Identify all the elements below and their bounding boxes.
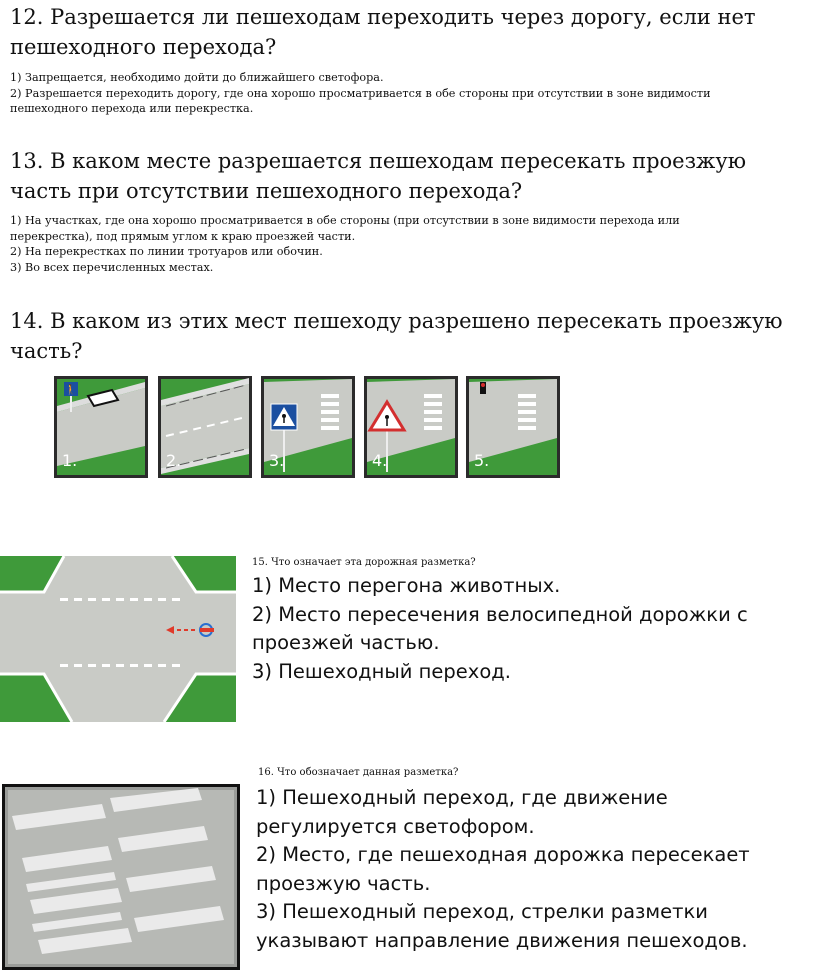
question-16-image	[2, 784, 240, 970]
answer-line: 1) Пешеходный переход, где движение	[256, 786, 668, 809]
answer-line: 2) Место, где пешеходная дорожка пересекает	[256, 843, 750, 867]
answer-line: 2) Разрешается переходить дорогу, где она хорошо просматривается в обе стороны при отсутствии в зоне видимости	[10, 86, 711, 100]
answer-line: 3) Пешеходный переход.	[252, 659, 511, 683]
answer-line: указывают направление движения пешеходов.	[256, 928, 748, 952]
question-13-title	[10, 146, 800, 206]
answer-line: проезжую часть.	[256, 871, 431, 895]
answer-line: 3) Во всех перечисленных местах.	[10, 260, 214, 274]
question-12-title	[10, 2, 800, 62]
answer-line: 1) Запрещается, необходимо дойти до ближайшего светофора.	[10, 71, 384, 84]
question-16-title: 16. Что обозначает данная разметка?	[258, 767, 459, 778]
answer-line: регулируется светофором.	[256, 814, 535, 838]
answer-line: проезжей частью.	[252, 631, 440, 655]
crossing-with-arrows-marking	[2, 784, 240, 970]
question-12-line-1: 12. Разрешается ли пешеходам переходить через дорогу, если нет	[10, 5, 756, 29]
answer-line: 2) Место пересечения велосипедной дорожки с	[252, 602, 748, 626]
question-15-image	[0, 556, 236, 722]
question-16-answers	[256, 784, 750, 956]
cycle-crossing-marking	[0, 556, 236, 722]
option-label-5: 5.	[474, 451, 490, 470]
option-label-1: 1.	[62, 451, 78, 470]
question-12-line-2: пешеходного перехода?	[10, 35, 277, 59]
option-image-3	[261, 376, 355, 478]
answer-line: перекрестка), под прямым углом к краю проезжей части.	[10, 229, 356, 243]
answer-line: пешеходного перехода или перекрестка.	[10, 102, 254, 116]
option-label-3: 3.	[269, 451, 285, 470]
option-image-4	[364, 376, 458, 478]
answer-line: 3) Пешеходный переход, стрелки разметки	[256, 900, 708, 924]
svg-text:🚶: 🚶	[64, 385, 78, 396]
answer-line: 1) На участках, где она хорошо просматривается в обе стороны (при отсутствии в зоне видимости перехода или	[10, 214, 680, 227]
option-label-2: 2.	[166, 451, 182, 470]
question-14-title	[10, 306, 800, 366]
question-12-answers	[10, 70, 800, 117]
option-image-5	[466, 376, 560, 478]
answer-line: 1) Место перегона животных.	[252, 574, 561, 597]
option-label-4: 4.	[372, 451, 388, 470]
question-13-line-2: часть при отсутствии пешеходного перехода?	[10, 179, 523, 203]
question-14-line-1: 14. В каком из этих мест пешеходу разрешено пересекать проезжую	[10, 309, 783, 333]
option-image-1	[54, 376, 148, 478]
question-14-line-2: часть?	[10, 339, 83, 363]
answer-line: 2) На перекрестках по линии тротуаров или обочин.	[10, 245, 323, 259]
option-image-2	[158, 376, 252, 478]
question-13-answers	[10, 213, 800, 275]
question-13-line-1: 13. В каком месте разрешается пешеходам пересекать проезжую	[10, 149, 747, 173]
question-15-answers	[252, 572, 748, 686]
question-15-title: 15. Что означает эта дорожная разметка?	[252, 557, 476, 568]
